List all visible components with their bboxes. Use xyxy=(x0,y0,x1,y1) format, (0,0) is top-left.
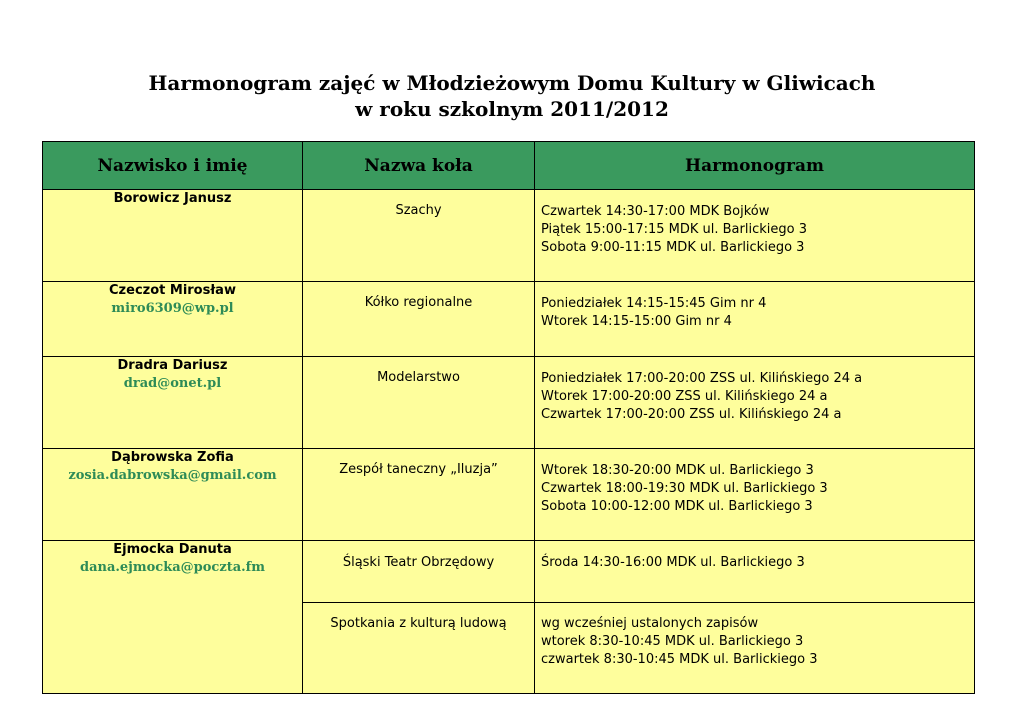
schedule-cell xyxy=(535,541,975,603)
schedule-line: Czwartek 18:00-19:30 MDK ul. Barlickiego 3 xyxy=(541,481,828,496)
club-cell: Modelarstwo xyxy=(303,357,535,449)
person-name: Ejmocka Danuta xyxy=(113,542,232,557)
schedule-cell xyxy=(535,190,975,282)
person-name: Dąbrowska Zofia xyxy=(111,450,234,465)
schedule-line: Środa 14:30-16:00 MDK ul. Barlickiego 3 xyxy=(541,555,805,570)
club-cell: Spotkania z kulturą ludową xyxy=(303,603,535,694)
schedule-line: Wtorek 18:30-20:00 MDK ul. Barlickiego 3 xyxy=(541,463,814,478)
schedule-cell xyxy=(535,449,975,541)
person-cell xyxy=(43,282,303,357)
schedule-line: Sobota 9:00-11:15 MDK ul. Barlickiego 3 xyxy=(541,240,805,255)
schedule-line: Czwartek 14:30-17:00 MDK Bojków xyxy=(541,204,770,219)
column-header-club: Nazwa koła xyxy=(303,142,535,190)
schedule-line: Piątek 15:00-17:15 MDK ul. Barlickiego 3 xyxy=(541,222,807,237)
schedule-cell xyxy=(535,282,975,357)
table-row xyxy=(43,282,975,357)
schedule-line: Czwartek 17:00-20:00 ZSS ul. Kilińskiego 24 a xyxy=(541,407,842,422)
schedule-line: Poniedziałek 14:15-15:45 Gim nr 4 xyxy=(541,296,767,311)
schedule-line: wg wcześniej ustalonych zapisów xyxy=(541,616,759,631)
person-cell xyxy=(43,357,303,449)
column-header-name: Nazwisko i imię xyxy=(43,142,303,190)
schedule-cell xyxy=(535,357,975,449)
person-name: Borowicz Janusz xyxy=(113,191,232,206)
table-row xyxy=(43,357,975,449)
document-title: Harmonogram zajęć w Młodzieżowym Domu Kultury w Gliwicach xyxy=(148,71,876,95)
table-row xyxy=(43,190,975,282)
schedule-line: czwartek 8:30-10:45 MDK ul. Barlickiego 3 xyxy=(541,652,818,667)
person-cell xyxy=(43,449,303,541)
document-subtitle: w roku szkolnym 2011/2012 xyxy=(355,97,669,121)
person-email[interactable]: drad@onet.pl xyxy=(123,376,222,391)
person-cell xyxy=(43,190,303,282)
club-cell: Śląski Teatr Obrzędowy xyxy=(303,541,535,603)
club-cell: Szachy xyxy=(303,190,535,282)
table-row xyxy=(43,541,975,603)
schedule-line: Wtorek 17:00-20:00 ZSS ul. Kilińskiego 24 a xyxy=(541,389,828,404)
table-row xyxy=(43,449,975,541)
schedule-line: wtorek 8:30-10:45 MDK ul. Barlickiego 3 xyxy=(541,634,804,649)
schedule-cell xyxy=(535,603,975,694)
person-cell xyxy=(43,541,303,694)
person-name: Czeczot Mirosław xyxy=(109,283,236,298)
header-row xyxy=(43,142,975,190)
schedule-line: Poniedziałek 17:00-20:00 ZSS ul. Kilińskiego 24 a xyxy=(541,371,863,386)
schedule-line: Sobota 10:00-12:00 MDK ul. Barlickiego 3 xyxy=(541,499,813,514)
person-email[interactable]: miro6309@wp.pl xyxy=(111,301,234,316)
schedule-line: Wtorek 14:15-15:00 Gim nr 4 xyxy=(541,314,732,329)
person-name: Dradra Dariusz xyxy=(117,358,228,373)
person-email[interactable]: zosia.dabrowska@gmail.com xyxy=(68,468,277,483)
person-email[interactable]: dana.ejmocka@poczta.fm xyxy=(79,560,266,575)
club-cell: Kółko regionalne xyxy=(303,282,535,357)
club-cell: Zespół taneczny „Iluzja” xyxy=(303,449,535,541)
schedule-table xyxy=(42,141,975,694)
column-header-schedule: Harmonogram xyxy=(535,142,975,190)
